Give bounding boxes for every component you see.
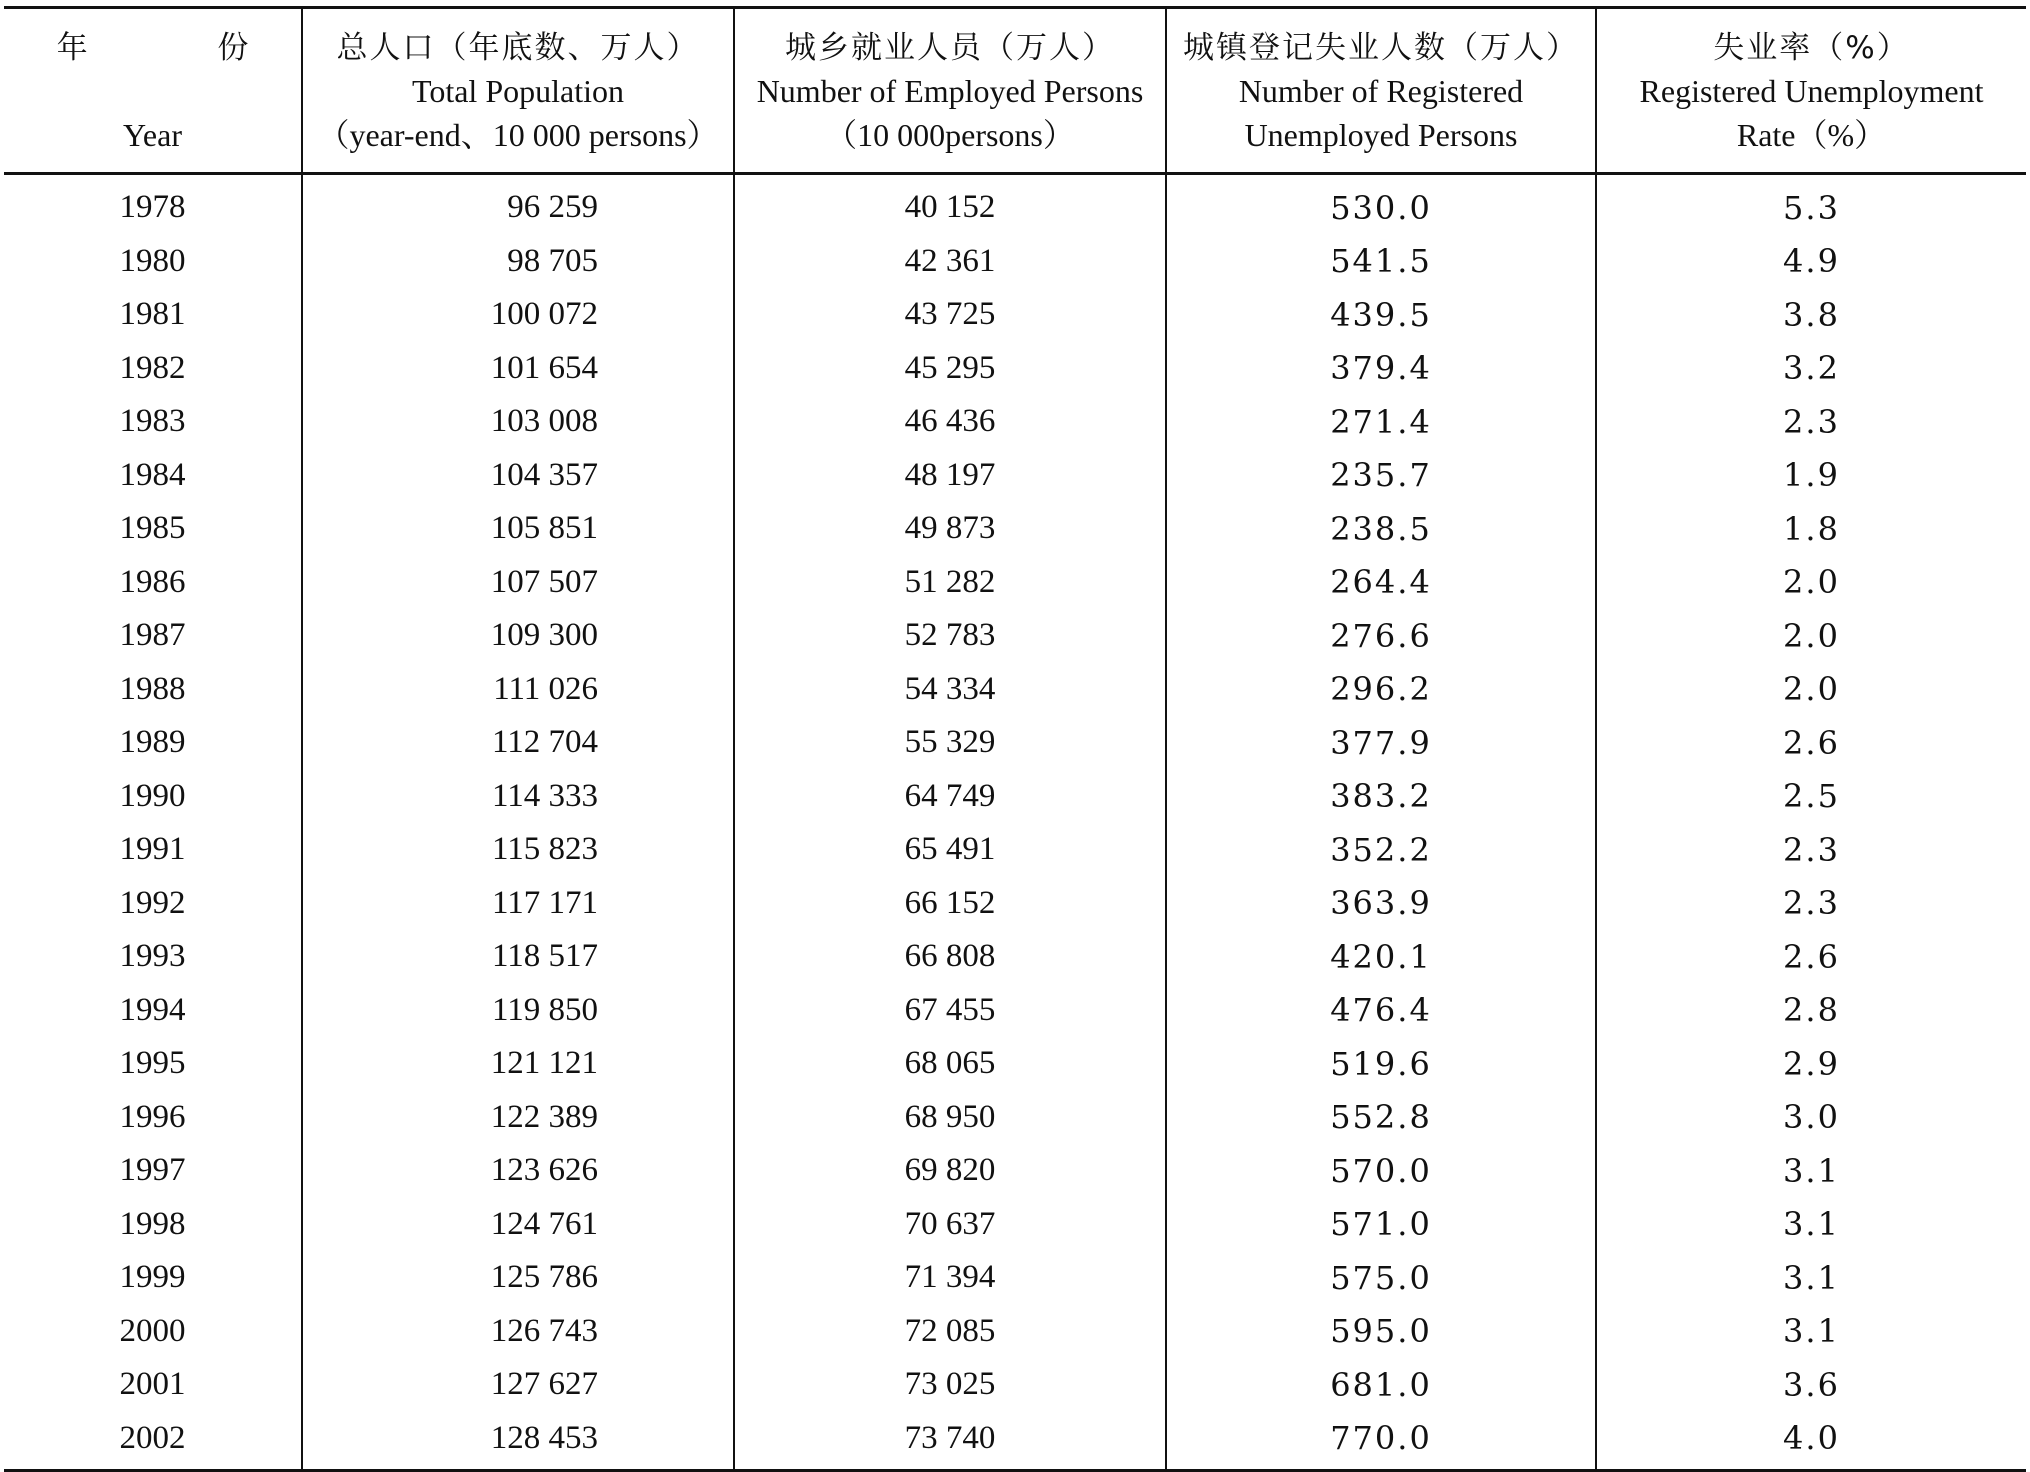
- table-row: [4, 930, 2026, 984]
- registered-unemployed-cell: 519.6: [1166, 1037, 1596, 1091]
- registered-unemployed-cell: 264.4: [1166, 556, 1596, 610]
- unemployment-rate-cell: 3.1: [1596, 1198, 2026, 1252]
- unemployment-rate-cell: 2.3: [1596, 823, 2026, 877]
- statistics-table: [4, 6, 2026, 1472]
- table-row: [4, 449, 2026, 503]
- employed-persons-cell: 66 152: [734, 877, 1166, 931]
- registered-unemployed-cell: 238.5: [1166, 502, 1596, 556]
- unemployment-rate-cell: 1.8: [1596, 502, 2026, 556]
- total-population-cell: 112 704: [302, 716, 734, 770]
- employed-persons-cell: 72 085: [734, 1305, 1166, 1359]
- table-row: [4, 174, 2026, 235]
- column-header-unemployment-rate: [1596, 8, 2026, 174]
- header-en-line-2: Rate（%）: [1736, 117, 1887, 153]
- year-cell: 1996: [119, 1098, 186, 1135]
- table-row: [4, 716, 2026, 770]
- registered-unemployed-cell: 570.0: [1166, 1144, 1596, 1198]
- employed-persons-cell: 43 725: [734, 288, 1166, 342]
- year-cell: 1993: [119, 938, 186, 975]
- employed-persons-cell: 45 295: [734, 342, 1166, 396]
- registered-unemployed-cell: 476.4: [1166, 984, 1596, 1038]
- unemployment-rate-cell: 2.0: [1596, 556, 2026, 610]
- registered-unemployed-cell: 379.4: [1166, 342, 1596, 396]
- registered-unemployed-cell: 420.1: [1166, 930, 1596, 984]
- unemployment-rate-cell: 2.6: [1596, 716, 2026, 770]
- year-cell: 2001: [119, 1366, 186, 1403]
- header-zh: 城乡就业人员（万人）: [785, 30, 1115, 66]
- table-row: [4, 770, 2026, 824]
- total-population-cell: 127 627: [302, 1358, 734, 1412]
- employed-persons-cell: 46 436: [734, 395, 1166, 449]
- total-population-cell: 119 850: [302, 984, 734, 1038]
- employed-persons-cell: 73 740: [734, 1412, 1166, 1471]
- table-row: [4, 1144, 2026, 1198]
- total-population-cell: 123 626: [302, 1144, 734, 1198]
- unemployment-rate-cell: 2.0: [1596, 663, 2026, 717]
- table-row: [4, 395, 2026, 449]
- header-en-line-1: Number of Employed Persons: [756, 73, 1144, 109]
- registered-unemployed-cell: 271.4: [1166, 395, 1596, 449]
- column-header-registered-unemployed: [1166, 8, 1596, 174]
- total-population-cell: 122 389: [302, 1091, 734, 1145]
- employed-persons-cell: 64 749: [734, 770, 1166, 824]
- total-population-cell: 128 453: [302, 1412, 734, 1471]
- total-population-cell: 121 121: [302, 1037, 734, 1091]
- header-en-line-2: （10 000persons）: [825, 117, 1075, 153]
- unemployment-rate-cell: 2.9: [1596, 1037, 2026, 1091]
- total-population-cell: 101 654: [302, 342, 734, 396]
- unemployment-rate-cell: 3.1: [1596, 1144, 2026, 1198]
- year-cell: 1999: [119, 1259, 186, 1296]
- registered-unemployed-cell: 296.2: [1166, 663, 1596, 717]
- table-row: [4, 1358, 2026, 1412]
- unemployment-rate-cell: 2.5: [1596, 770, 2026, 824]
- year-cell: 1995: [119, 1045, 186, 1082]
- header-zh: 失业率（%）: [1713, 30, 1910, 66]
- registered-unemployed-cell: 377.9: [1166, 716, 1596, 770]
- unemployment-rate-cell: 3.6: [1596, 1358, 2026, 1412]
- unemployment-rate-cell: 1.9: [1596, 449, 2026, 503]
- employed-persons-cell: 52 783: [734, 609, 1166, 663]
- total-population-cell: 126 743: [302, 1305, 734, 1359]
- header-en-line-1: Registered Unemployment: [1639, 73, 1984, 109]
- table-row: [4, 663, 2026, 717]
- total-population-cell: 104 357: [302, 449, 734, 503]
- table-body: [4, 174, 2026, 1471]
- total-population-cell: 98 705: [302, 235, 734, 289]
- employed-persons-cell: 68 950: [734, 1091, 1166, 1145]
- total-population-cell: 96 259: [302, 174, 734, 235]
- unemployment-rate-cell: 2.6: [1596, 930, 2026, 984]
- registered-unemployed-cell: 352.2: [1166, 823, 1596, 877]
- year-cell: 1987: [119, 617, 186, 654]
- registered-unemployed-cell: 276.6: [1166, 609, 1596, 663]
- employed-persons-cell: 48 197: [734, 449, 1166, 503]
- total-population-cell: 115 823: [302, 823, 734, 877]
- column-header-year: [4, 8, 309, 174]
- year-cell: 2000: [119, 1312, 186, 1349]
- total-population-cell: 109 300: [302, 609, 734, 663]
- year-cell: 1988: [119, 670, 186, 707]
- table-row: [4, 235, 2026, 289]
- total-population-cell: 117 171: [302, 877, 734, 931]
- unemployment-rate-cell: 3.8: [1596, 288, 2026, 342]
- header-zh: 年 份: [56, 30, 309, 66]
- header-row: [4, 8, 2026, 174]
- year-cell: 1980: [119, 242, 186, 279]
- total-population-cell: 111 026: [302, 663, 734, 717]
- total-population-cell: 100 072: [302, 288, 734, 342]
- header-en-line-2: （year-end、10 000 persons）: [317, 117, 719, 153]
- registered-unemployed-cell: 552.8: [1166, 1091, 1596, 1145]
- total-population-cell: 125 786: [302, 1251, 734, 1305]
- registered-unemployed-cell: 770.0: [1166, 1412, 1596, 1471]
- employed-persons-cell: 73 025: [734, 1358, 1166, 1412]
- total-population-cell: 118 517: [302, 930, 734, 984]
- year-cell: 1992: [119, 884, 186, 921]
- header-en-line-2: Year: [123, 117, 182, 153]
- unemployment-rate-cell: 3.0: [1596, 1091, 2026, 1145]
- table-row: [4, 288, 2026, 342]
- total-population-cell: 105 851: [302, 502, 734, 556]
- table-row: [4, 1198, 2026, 1252]
- column-header-employed-persons: [734, 8, 1166, 174]
- unemployment-rate-cell: 5.3: [1596, 174, 2026, 235]
- unemployment-rate-cell: 2.0: [1596, 609, 2026, 663]
- header-zh: 总人口（年底数、万人）: [336, 30, 700, 66]
- year-cell: 1978: [119, 189, 186, 226]
- employed-persons-cell: 68 065: [734, 1037, 1166, 1091]
- year-cell: 2002: [119, 1419, 186, 1456]
- registered-unemployed-cell: 383.2: [1166, 770, 1596, 824]
- header-en-line-1: Total Population: [412, 73, 624, 109]
- unemployment-rate-cell: 2.3: [1596, 877, 2026, 931]
- table-row: [4, 609, 2026, 663]
- table-row: [4, 1412, 2026, 1471]
- registered-unemployed-cell: 595.0: [1166, 1305, 1596, 1359]
- table-row: [4, 984, 2026, 1038]
- year-cell: 1994: [119, 991, 186, 1028]
- employed-persons-cell: 69 820: [734, 1144, 1166, 1198]
- registered-unemployed-cell: 571.0: [1166, 1198, 1596, 1252]
- table-row: [4, 823, 2026, 877]
- year-cell: 1998: [119, 1205, 186, 1242]
- year-cell: 1989: [119, 724, 186, 761]
- table-row: [4, 1037, 2026, 1091]
- table-row: [4, 502, 2026, 556]
- table-row: [4, 1251, 2026, 1305]
- total-population-cell: 107 507: [302, 556, 734, 610]
- registered-unemployed-cell: 439.5: [1166, 288, 1596, 342]
- unemployment-rate-cell: 4.9: [1596, 235, 2026, 289]
- year-cell: 1983: [119, 403, 186, 440]
- employed-persons-cell: 55 329: [734, 716, 1166, 770]
- table-row: [4, 1091, 2026, 1145]
- employed-persons-cell: 65 491: [734, 823, 1166, 877]
- registered-unemployed-cell: 363.9: [1166, 877, 1596, 931]
- total-population-cell: 124 761: [302, 1198, 734, 1252]
- employed-persons-cell: 42 361: [734, 235, 1166, 289]
- unemployment-rate-cell: 3.1: [1596, 1305, 2026, 1359]
- unemployment-rate-cell: 2.8: [1596, 984, 2026, 1038]
- registered-unemployed-cell: 541.5: [1166, 235, 1596, 289]
- registered-unemployed-cell: 235.7: [1166, 449, 1596, 503]
- table-row: [4, 877, 2026, 931]
- unemployment-rate-cell: 4.0: [1596, 1412, 2026, 1471]
- header-en-line-1: Number of Registered: [1238, 73, 1524, 109]
- year-cell: 1997: [119, 1152, 186, 1189]
- year-cell: 1986: [119, 563, 186, 600]
- table-row: [4, 342, 2026, 396]
- employed-persons-cell: 71 394: [734, 1251, 1166, 1305]
- unemployment-rate-cell: 3.1: [1596, 1251, 2026, 1305]
- employed-persons-cell: 40 152: [734, 174, 1166, 235]
- employed-persons-cell: 70 637: [734, 1198, 1166, 1252]
- column-header-total-population: [302, 8, 734, 174]
- year-cell: 1991: [119, 831, 186, 868]
- unemployment-rate-cell: 3.2: [1596, 342, 2026, 396]
- header-en-line-2: Unemployed Persons: [1244, 117, 1518, 153]
- table-row: [4, 1305, 2026, 1359]
- year-cell: 1990: [119, 777, 186, 814]
- employed-persons-cell: 67 455: [734, 984, 1166, 1038]
- employed-persons-cell: 54 334: [734, 663, 1166, 717]
- total-population-cell: 103 008: [302, 395, 734, 449]
- table-row: [4, 556, 2026, 610]
- registered-unemployed-cell: 681.0: [1166, 1358, 1596, 1412]
- total-population-cell: 114 333: [302, 770, 734, 824]
- unemployment-rate-cell: 2.3: [1596, 395, 2026, 449]
- year-cell: 1982: [119, 349, 186, 386]
- employed-persons-cell: 51 282: [734, 556, 1166, 610]
- year-cell: 1984: [119, 456, 186, 493]
- registered-unemployed-cell: 575.0: [1166, 1251, 1596, 1305]
- employed-persons-cell: 49 873: [734, 502, 1166, 556]
- year-cell: 1981: [119, 296, 186, 333]
- employed-persons-cell: 66 808: [734, 930, 1166, 984]
- registered-unemployed-cell: 530.0: [1166, 174, 1596, 235]
- year-cell: 1985: [119, 510, 186, 547]
- header-zh: 城镇登记失业人数（万人）: [1183, 30, 1579, 66]
